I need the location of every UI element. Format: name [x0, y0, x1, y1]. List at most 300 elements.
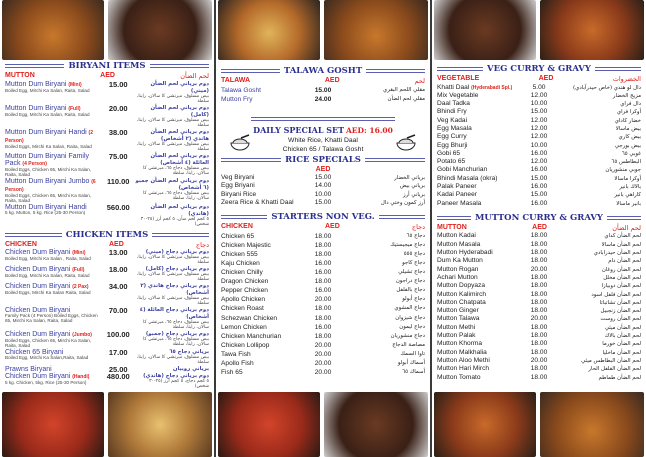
photo-rice-dish: [218, 0, 320, 60]
item-price: 18.00: [530, 348, 548, 356]
item-price: 10.00: [530, 100, 548, 108]
item-arabic-name: مزيج الخضار: [612, 92, 641, 99]
item-arabic-name: لحم الضأن زنجبيل: [600, 308, 641, 315]
item-arabic-name: لحم الضأن فلفل اسود: [591, 291, 641, 298]
menu-item: [221, 241, 425, 250]
item-price: 18.00: [530, 273, 548, 281]
item-name: Egg Masala: [437, 124, 472, 132]
item-name: Gobi 65: [437, 149, 461, 157]
subheader-mutton: [5, 72, 209, 81]
item-name-block: [221, 295, 303, 304]
item-arabic-name: دوم برياني لحم الضأن (هاندي): [150, 203, 209, 217]
item-arabic-block: [559, 175, 641, 183]
item-name-block: [221, 350, 303, 359]
item-name-block: [221, 304, 303, 313]
item-price: 18.00: [530, 282, 548, 290]
item-name-block: [437, 125, 519, 133]
item-arabic-name: بانير ماسالا: [616, 200, 641, 207]
item-arabic-name: برياني دجاج ٦٥: [169, 348, 209, 355]
item-name: Chicken Dum Biryani: [5, 372, 71, 380]
menu-item: [221, 295, 425, 304]
menu-item: [221, 350, 425, 359]
item-arabic-description: بيض مسلوق، ميرتشي كا سالان، رايتا، سلطة: [136, 255, 209, 265]
item-name: Mutton Chatpata: [437, 298, 486, 306]
item-arabic-block: [134, 153, 209, 177]
item-name-block: [437, 249, 519, 257]
item-arabic-block: [343, 86, 425, 96]
item-name-block: [221, 277, 303, 286]
item-price: 15.00: [314, 174, 332, 181]
item-price: 18.00: [530, 257, 548, 265]
item-name: Chicken Dum Biryani: [5, 265, 71, 273]
item-description: Boiled Egg, Mirchi Ka Salan, Raita, Salad: [5, 273, 90, 278]
aed-label: AED: [538, 75, 554, 82]
item-name: Mutton Talawa: [437, 315, 480, 323]
item-name: Mutton Aloo Methi: [437, 356, 490, 364]
item-arabic-block: [134, 249, 209, 266]
item-arabic-block: [343, 350, 425, 359]
menu-item: [437, 150, 641, 158]
item-tag: (Jumbo): [72, 331, 92, 338]
item-price: 10.00: [530, 141, 548, 149]
item-arabic-block: [343, 277, 425, 286]
item-arabic-block: [343, 232, 425, 241]
menu-item: [221, 359, 425, 368]
item-name: Potato 65: [437, 158, 466, 166]
photo-fried-chicken: [108, 392, 212, 457]
aed-label: AED: [315, 165, 331, 173]
label: TALAWA: [221, 77, 251, 84]
item-arabic-block: [559, 125, 641, 133]
item-name-block: [437, 133, 519, 141]
item-arabic-block: [559, 266, 641, 274]
item-arabic-name: لحم الضأن روست: [600, 316, 641, 323]
item-name-block: [437, 274, 519, 282]
item-arabic-name: دوم برياني لحم الضأن العائلة (٤ أشخاص): [150, 152, 209, 166]
menu-item: [437, 274, 641, 282]
item-name-block: [437, 357, 519, 365]
item-description: Family Pack (4 Person) Boiled Eggs, Chicken 65, Mirchi Ka Salan, Raita, Salad: [5, 312, 98, 323]
item-name-block: [437, 200, 519, 208]
item-arabic-block: [559, 200, 641, 208]
item-arabic-block: [559, 274, 641, 282]
item-name: Mutton Dum Biryani Family Pack: [5, 152, 90, 167]
item-arabic-block: [134, 373, 209, 390]
photo-biryani-pot: [108, 0, 212, 60]
item-name-block: [221, 241, 303, 250]
item-arabic-name: بيض ماسالا: [615, 125, 641, 132]
item-name: Zeera Rice & Khatti Daal: [221, 198, 294, 206]
menu-item: [437, 166, 641, 174]
item-name: Apollo Fish: [221, 360, 254, 367]
item-name: Mutton Dum Biryani Handi: [5, 203, 87, 211]
item-price: 480.00: [106, 371, 130, 381]
item-arabic-name: أسماك ٦٥: [402, 369, 425, 376]
item-arabic-name: دجاج تشيلي: [398, 269, 425, 276]
item-name-block: [221, 95, 303, 105]
item-price: 18.00: [530, 365, 548, 373]
item-price: 14.00: [314, 182, 332, 190]
menu-item: [437, 282, 641, 290]
section-heading-rice: [221, 155, 425, 165]
item-name: Veg Biryani: [221, 174, 255, 181]
item-arabic-name: دوم برياني دجاج (ميني): [145, 249, 209, 255]
item-tag: (Mini): [72, 250, 86, 256]
photo-mutton-fry: [324, 392, 428, 457]
item-arabic-name: دجاج كاجو: [402, 259, 425, 266]
item-arabic-block: [559, 158, 641, 166]
photo-mutton-curry: [434, 392, 536, 457]
item-arabic-block: [559, 324, 641, 332]
item-arabic-description: بيض مسلوق، ميرتشي كا سالان، رايتا، سلطة: [136, 354, 209, 365]
item-name: Biryani Rice: [221, 190, 257, 198]
arabic-label: لحم: [414, 77, 425, 85]
menu-item: [5, 349, 209, 366]
arabic-label: دجاج: [195, 240, 209, 249]
special-line: White Rice, Khatti Daal: [288, 136, 358, 144]
item-price: 18.00: [530, 298, 548, 306]
item-name: Mix Vegetable: [437, 91, 479, 99]
item-arabic-name: دوم برياني لحم الضأن جمبو (٦ أشخاص): [135, 177, 209, 191]
photo-chicken-65: [218, 392, 320, 457]
item-name-block: [437, 266, 519, 274]
item-description: Boiled Eggs, Chicken 65, Mirchi Ka Salan, Raita, Salad: [5, 337, 92, 348]
section-heading-starters: [221, 212, 425, 222]
item-name: Prawns Biryani: [5, 365, 52, 373]
item-name: Veg Kadai: [437, 116, 468, 124]
photo-gravy-dish: [540, 392, 644, 457]
item-arabic-name: برياني الخضار: [394, 175, 425, 181]
photo-chicken-dish: [2, 392, 104, 457]
item-tag: (Hyderabadi Spl.): [471, 84, 513, 91]
menu-item: [437, 299, 641, 307]
item-price: 34.00: [108, 281, 128, 291]
arabic-label: دجاج: [411, 223, 425, 232]
item-arabic-name: أوكرا فراي: [616, 109, 641, 116]
menu-item: [437, 100, 641, 108]
item-name-block: [221, 259, 303, 268]
item-arabic-description: بيض مسلوق، دجاج ٦٥، ميرتشي كا سالان، رايتا، سلطة: [143, 320, 209, 330]
item-name-block: [437, 257, 519, 265]
item-arabic-block: [343, 199, 425, 207]
menu-item: [437, 365, 641, 373]
item-name: Tawa Fish: [221, 350, 251, 358]
item-name: Lemon Chicken: [221, 323, 267, 331]
item-name-block: [437, 291, 519, 299]
arabic-label: لحم الضأن: [612, 223, 641, 232]
item-arabic-name: بيض بورجي: [614, 142, 641, 149]
item-name: Mutton Rogan: [437, 265, 479, 273]
item-arabic-name: لحم الضأن دام: [608, 258, 641, 265]
item-arabic-name: مصاصة الدجاج: [392, 341, 425, 348]
item-arabic-name: دجاج منشوريان: [390, 332, 425, 339]
item-name-block: [5, 349, 102, 361]
item-name-block: [5, 307, 102, 324]
item-price: 18.00: [108, 264, 128, 274]
item-name-block: [437, 108, 519, 116]
label: CHICKEN: [5, 240, 37, 248]
item-name: Bhindi Masala (okra): [437, 174, 498, 182]
photo-curry-pot: [540, 0, 644, 60]
item-name-block: [437, 84, 519, 92]
section-heading-veg: [437, 64, 641, 74]
item-name-block: [221, 341, 303, 350]
item-arabic-block: [343, 286, 425, 295]
menu-item: [437, 200, 641, 208]
item-price: 12.00: [530, 124, 548, 132]
menu-item: [437, 125, 641, 133]
item-name: Chicken 65: [221, 232, 254, 240]
item-name: Chicken Manchurian: [221, 332, 282, 340]
item-name-block: [5, 373, 102, 386]
menu-item: [221, 368, 425, 377]
section-heading-chicken: [5, 230, 209, 240]
item-arabic-description: بيض مسلوق، ميرتشي كا سالان، رايتا، سلطة: [136, 117, 209, 128]
aed-label: AED: [100, 72, 115, 79]
item-arabic-block: [134, 283, 209, 307]
item-arabic-name: دجاج أبولو: [402, 296, 425, 303]
item-arabic-name: لحم الضأن روغان: [601, 266, 641, 273]
item-arabic-name: لحم الضأن تشاتباتا: [599, 299, 641, 306]
item-arabic-block: [134, 105, 209, 129]
item-price: 18.00: [314, 250, 332, 258]
item-price: 15.00: [530, 174, 548, 182]
daily-special: [221, 126, 425, 154]
label: MUTTON: [5, 72, 35, 79]
item-name-block: [221, 182, 303, 190]
item-arabic-name: لحم الضأن حيدرابادي: [593, 250, 641, 257]
item-price: 16.00: [314, 323, 332, 331]
item-price: 70.00: [108, 305, 128, 315]
menu-item: [221, 95, 425, 105]
item-name: Pepper Chicken: [221, 287, 268, 295]
item-arabic-description: بيض مسلوق، دجاج ٦٥، ميرتشي كا سالان، رايتا، سلطة: [143, 190, 209, 201]
menu-item: [5, 373, 209, 390]
item-name-block: [437, 150, 519, 158]
item-name-block: [437, 241, 519, 249]
item-name: Chicken Dum Biryani: [5, 249, 71, 256]
item-arabic-block: [559, 340, 641, 348]
item-arabic-name: لحم الضأن الفلفل الحار: [588, 366, 641, 373]
item-arabic-name: دجاج ميجيستيك: [390, 241, 425, 248]
item-name: Chicken Dum Biryani: [5, 306, 71, 314]
item-price: 16.00: [530, 166, 548, 174]
item-price: 20.00: [530, 315, 548, 323]
item-name-block: [5, 178, 102, 204]
talawa-body: [216, 66, 430, 377]
item-name-block: [437, 340, 519, 348]
item-arabic-block: [134, 129, 209, 153]
heading-text: STARTERS NON VEG.: [271, 212, 375, 223]
item-name-block: [221, 232, 303, 241]
item-name-block: [5, 153, 102, 178]
item-arabic-name: أوكرا ماسالا: [614, 175, 641, 182]
item-name-block: [221, 191, 303, 199]
item-name: Egg Bhurji: [437, 141, 468, 149]
item-price: 18.00: [530, 340, 548, 348]
item-price: 20.00: [314, 350, 332, 358]
item-arabic-block: [559, 117, 641, 125]
item-name: Chicken Chilly: [221, 269, 263, 277]
menu-item: [437, 291, 641, 299]
menu-item: [5, 129, 209, 153]
menu-item: [221, 86, 425, 96]
menu-item: [437, 183, 641, 191]
item-price: 20.00: [314, 341, 332, 349]
item-arabic-name: برياني أرز: [402, 191, 425, 198]
item-arabic-block: [343, 250, 425, 259]
item-name: Chicken Lollipop: [221, 341, 270, 349]
item-name: Khatti Daal: [437, 83, 470, 91]
item-name: Paneer Masala: [437, 199, 482, 207]
item-name-block: [437, 299, 519, 307]
arabic-label: لحم الضأن: [180, 72, 209, 80]
menu-item: [5, 307, 209, 331]
item-arabic-name: لحم الضأن خورما: [602, 341, 641, 348]
item-name: Kaju Chicken: [221, 259, 260, 267]
item-price: 16.00: [314, 269, 332, 277]
heading-text: TALAWA GOSHT: [283, 66, 363, 76]
item-price: 100.00: [106, 329, 130, 339]
menu-panel-curry: [432, 0, 646, 457]
item-price: 20.00: [530, 356, 548, 364]
item-arabic-name: جوبي منشوريان: [605, 167, 641, 174]
item-price: 25.00: [108, 364, 128, 374]
item-arabic-block: [559, 108, 641, 116]
item-description: Boiled Egg, Mirchi Ka Salan, Raita, Salad: [5, 87, 90, 93]
item-arabic-name: دال لو هندي (خاص حيدرآبادي): [573, 84, 641, 91]
item-arabic-description: بيض مسلوق، ميرتشي كا سالان، رايتا، سلطة: [136, 296, 209, 306]
item-name: Achari Mutton: [437, 273, 478, 281]
item-arabic-description: بيض مسلوق، دجاج ٦٥، ميرتشي كا سالان، رايتا، سلطة: [143, 165, 209, 176]
item-price: 17.00: [108, 347, 128, 357]
item-name: Talawa Gosht: [221, 86, 261, 94]
item-arabic-name: دجاج دراجون: [395, 278, 425, 285]
item-arabic-name: دال فراي: [620, 101, 641, 108]
menu-item: [221, 314, 425, 323]
item-price: 18.00: [530, 373, 548, 381]
item-arabic-block: [559, 92, 641, 100]
item-arabic-block: [343, 359, 425, 368]
item-arabic-name: دوم برياني لحم الضأن (كامل): [150, 104, 209, 118]
menu-item: [437, 232, 641, 240]
item-name: Daal Tadka: [437, 100, 470, 108]
item-name-block: [5, 283, 102, 296]
biryani-body: [0, 61, 214, 390]
item-arabic-name: أرز كمون وختي دال: [380, 199, 425, 206]
menu-item: [437, 191, 641, 199]
menu-item: [221, 259, 425, 268]
item-name-block: [221, 368, 303, 377]
item-arabic-block: [134, 81, 209, 105]
menu-item: [5, 331, 209, 349]
item-price: 16.00: [314, 287, 332, 295]
menu-item: [221, 268, 425, 277]
item-name-block: [221, 314, 303, 323]
item-arabic-block: [559, 332, 641, 340]
menu-item: [437, 257, 641, 265]
item-arabic-name: لحم الضأن ماخليا: [602, 349, 641, 356]
item-name: Apollo Chicken: [221, 296, 265, 304]
item-arabic-block: [343, 174, 425, 182]
item-price: 18.00: [530, 332, 548, 340]
item-name: Mutton Dum Biryani Handi: [5, 128, 87, 136]
item-arabic-description: بيض مسلوق، دجاج ٦٥، ميرتشي كا سالان، رايتا، سلطة: [143, 336, 209, 347]
item-arabic-block: [134, 178, 209, 202]
aed-label: AED: [325, 223, 340, 231]
item-tag: (2 Pax): [72, 283, 89, 290]
item-name: Dum Ka Mutton: [437, 257, 483, 265]
item-price: 20.00: [314, 360, 332, 367]
item-price: 18.00: [530, 232, 548, 240]
subheader-mutton-curry: [437, 224, 641, 233]
item-name: Mutton Hari Mirch: [437, 365, 490, 373]
menu-item: [221, 174, 425, 182]
item-name-block: [5, 249, 102, 262]
item-arabic-name: دجاج ٥٥٥: [403, 250, 425, 257]
item-tag: (Mini): [68, 81, 82, 88]
item-arabic-name: البطاطس ٦٥: [611, 159, 641, 166]
rice-bowl-icon: [229, 134, 251, 152]
item-arabic-name: دوم برياني دجاج (هاندي): [143, 372, 209, 379]
item-arabic-block: [559, 365, 641, 373]
item-name-block: [437, 142, 519, 150]
item-name: Schezwan Chicken: [221, 314, 278, 322]
subheader-starters: [221, 223, 425, 232]
item-arabic-block: [343, 368, 425, 377]
menu-item: [5, 105, 209, 129]
item-price: 18.00: [314, 305, 332, 313]
subheader-veg: [437, 75, 641, 84]
item-price: 15.00: [108, 79, 128, 89]
item-description: Boiled Egg, Mirchi Ka Salan, Raita, Salad: [5, 111, 90, 117]
item-arabic-block: [559, 191, 641, 199]
subheader-chicken: [5, 241, 209, 250]
item-name-block: [221, 332, 303, 341]
item-name: Mutton Khorma: [437, 340, 483, 348]
item-name-block: [437, 117, 519, 125]
item-arabic-block: [343, 314, 425, 323]
item-price: 20.00: [108, 103, 128, 113]
item-arabic-block: [559, 249, 641, 257]
item-arabic-name: دوم برياني دجاج العائلة (٤ أشخاص): [139, 306, 209, 320]
item-name-block: [437, 92, 519, 100]
item-name-block: [437, 315, 519, 323]
label: CHICKEN: [221, 223, 253, 231]
item-arabic-name: دوم برياني لحم الضأن هاندي (٢ أشخاص): [150, 128, 209, 142]
menu-item: [437, 349, 641, 357]
item-price: 16.00: [530, 183, 548, 191]
menu-item: [437, 84, 641, 92]
item-arabic-block: [559, 100, 641, 108]
section-heading-talawa: [221, 66, 425, 76]
item-price: 18.00: [530, 240, 548, 248]
item-arabic-block: [343, 268, 425, 277]
menu-item: [221, 191, 425, 199]
item-name-block: [5, 81, 102, 94]
menu-item: [437, 142, 641, 150]
item-name-block: [437, 307, 519, 315]
item-arabic-description: بيض مسلوق، ميرتشي كا سالان، رايتا، سلطة: [136, 93, 209, 104]
heading-text: RICE SPECIALS: [285, 154, 361, 165]
item-arabic-block: [559, 84, 641, 92]
item-name: Palak Paneer: [437, 183, 477, 191]
item-arabic-name: غوبي ٦٥: [621, 150, 641, 157]
item-arabic-name: مقلي لحم الضأن: [387, 96, 425, 102]
item-price: 110.00: [106, 176, 130, 186]
item-name-block: [5, 129, 102, 150]
item-name-block: [437, 324, 519, 332]
